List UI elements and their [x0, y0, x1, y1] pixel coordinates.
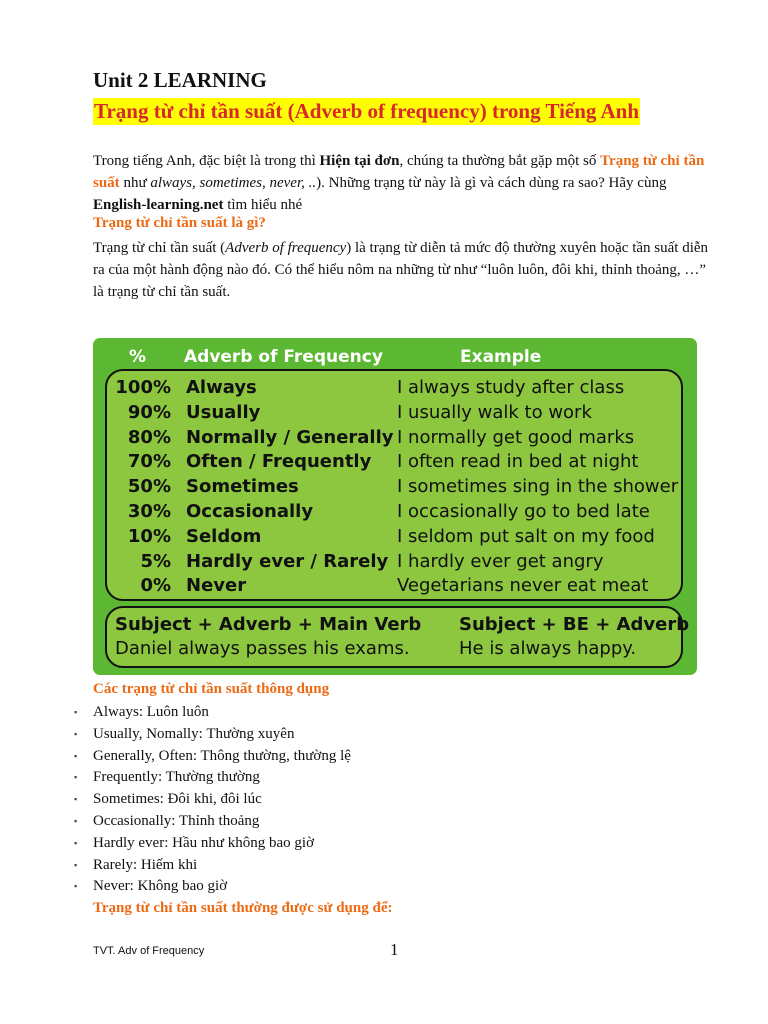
chart-row-percent: 5%: [140, 550, 171, 572]
chart-row-example: I normally get good marks: [397, 426, 635, 448]
chart-row: [107, 425, 681, 450]
square-bullet-icon: ▪: [74, 707, 78, 717]
intro-italic-examples: always, sometimes, never, ..: [150, 175, 317, 191]
intro-highlight-term: Trạng từ chỉ tần suất: [93, 153, 705, 191]
chart-row-example: I sometimes sing in the shower: [397, 476, 679, 498]
chart-row: [107, 400, 681, 425]
chart-row-example: I always study after class: [397, 377, 625, 398]
list-item: [74, 767, 351, 789]
chart-row-percent: 70%: [127, 451, 171, 473]
chart-row: [107, 375, 681, 400]
formula-right: Subject + BE + Adverb: [459, 614, 690, 635]
square-bullet-icon: ▪: [74, 794, 78, 805]
intro-text-2: , chúng ta thường bắt gặp một số: [399, 153, 601, 169]
frequency-chart: [93, 338, 697, 675]
chart-rows-box: [105, 369, 683, 601]
list-item-text: Generally, Often: Thông thường, thường lệ: [93, 747, 351, 764]
intro-paragraph: [93, 150, 713, 216]
definition-text-2: ) là trạng từ diễn tả mức độ thường xuyên hoặc tần suất diễn ra của một hành động nào đó. Có thể hiểu nôm na những từ như “luôn luôn, đôi khi, thỉnh thoảng, …” là trạng từ chỉ tần suất.: [93, 240, 709, 300]
main-title: Trạng từ chỉ tần suất (Adverb of frequency) trong Tiếng Anh: [94, 99, 640, 123]
heading-common-adverbs: Các trạng từ chỉ tần suất thông dụng: [93, 681, 330, 697]
chart-row-percent: 50%: [127, 476, 171, 498]
heading-usage: Trạng từ chỉ tần suất thường được sử dụng để:: [93, 900, 393, 916]
chart-row: [107, 474, 681, 499]
chart-row-example: I usually walk to work: [397, 401, 592, 423]
list-item: [74, 855, 351, 877]
chart-row-example: I hardly ever get angry: [397, 550, 604, 572]
definition-paragraph: [93, 237, 713, 303]
list-item: [74, 702, 351, 724]
list-item-text: Frequently: Thường thường: [93, 769, 260, 786]
square-bullet-icon: ▪: [74, 750, 78, 761]
chart-header-percent: %: [129, 347, 147, 367]
intro-text-1: Trong tiếng Anh, đặc biệt là trong thì: [93, 153, 320, 169]
chart-row-adverb: Always: [186, 377, 257, 398]
chart-row: [107, 449, 681, 474]
square-bullet-icon: ▪: [74, 859, 78, 870]
chart-row: [107, 499, 681, 524]
common-adverbs-list: [74, 702, 351, 898]
chart-row-example: I seldom put salt on my food: [397, 525, 655, 547]
chart-row-example: Vegetarians never eat meat: [397, 575, 649, 597]
chart-row: [107, 549, 681, 574]
intro-text-3: như: [119, 175, 151, 191]
page-number: 1: [390, 940, 399, 959]
example-left: Daniel always passes his exams.: [115, 638, 410, 659]
intro-site-name: English-learning.net: [93, 197, 224, 213]
chart-row-percent: 100%: [115, 377, 171, 398]
example-right: He is always happy.: [459, 638, 637, 659]
square-bullet-icon: ▪: [74, 815, 78, 826]
list-item-text: Sometimes: Đôi khi, đôi lúc: [93, 791, 262, 808]
list-item-text: Never: Không bao giờ: [93, 878, 228, 895]
chart-row-percent: 90%: [127, 401, 171, 423]
list-item-text: Always: Luôn luôn: [93, 704, 209, 720]
chart-header-example: Example: [460, 347, 542, 367]
intro-text-4: ). Những trạng từ này là gì và cách dùng ra sao? Hãy cùng: [316, 175, 667, 191]
square-bullet-icon: ▪: [74, 772, 78, 783]
chart-row-adverb: Never: [186, 575, 247, 597]
list-item-text: Usually, Nomally: Thường xuyên: [93, 725, 295, 742]
definition-italic-term: Adverb of frequency: [225, 240, 347, 256]
chart-row-example: I occasionally go to bed late: [397, 501, 650, 522]
square-bullet-icon: ▪: [74, 728, 78, 739]
formula-left: Subject + Adverb + Main Verb: [115, 614, 422, 635]
chart-header-adverb: Adverb of Frequency: [184, 347, 383, 367]
chart-row-adverb: Sometimes: [186, 476, 299, 498]
intro-bold-tense: Hiện tại đơn: [319, 153, 400, 169]
square-bullet-icon: ▪: [74, 837, 78, 848]
chart-row: [107, 573, 681, 598]
list-item: [74, 746, 351, 768]
list-item: [74, 724, 351, 746]
heading-what-is: Trạng từ chỉ tần suất là gì?: [93, 215, 266, 231]
unit-title: Unit 2 LEARNING: [93, 68, 267, 92]
formula-box: [105, 606, 690, 668]
footer-text: TVT. Adv of Frequency: [93, 945, 205, 957]
chart-row-percent: 80%: [127, 426, 171, 448]
chart-row-percent: 30%: [127, 501, 171, 522]
chart-row: [107, 524, 681, 549]
chart-row-percent: 0%: [140, 575, 171, 597]
intro-text-5: tìm hiểu nhé: [223, 197, 303, 213]
chart-row-adverb: Hardly ever / Rarely: [186, 550, 389, 572]
chart-row-adverb: Normally / Generally: [186, 426, 394, 448]
chart-row-example: I often read in bed at night: [397, 451, 639, 473]
chart-row-adverb: Seldom: [186, 525, 262, 547]
list-item-text: Hardly ever: Hầu như không bao giờ: [93, 834, 315, 851]
list-item-text: Rarely: Hiếm khi: [93, 856, 198, 873]
list-item-text: Occasionally: Thỉnh thoảng: [93, 812, 260, 829]
list-item: [74, 876, 351, 898]
square-bullet-icon: ▪: [74, 881, 78, 892]
list-item: [74, 789, 351, 811]
list-item: [74, 811, 351, 833]
chart-row-percent: 10%: [127, 525, 171, 547]
chart-row-adverb: Often / Frequently: [186, 451, 372, 473]
chart-row-adverb: Usually: [186, 401, 261, 423]
definition-text-1: Trạng từ chỉ tần suất (: [93, 240, 226, 256]
list-item: [74, 833, 351, 855]
chart-row-adverb: Occasionally: [186, 501, 314, 522]
